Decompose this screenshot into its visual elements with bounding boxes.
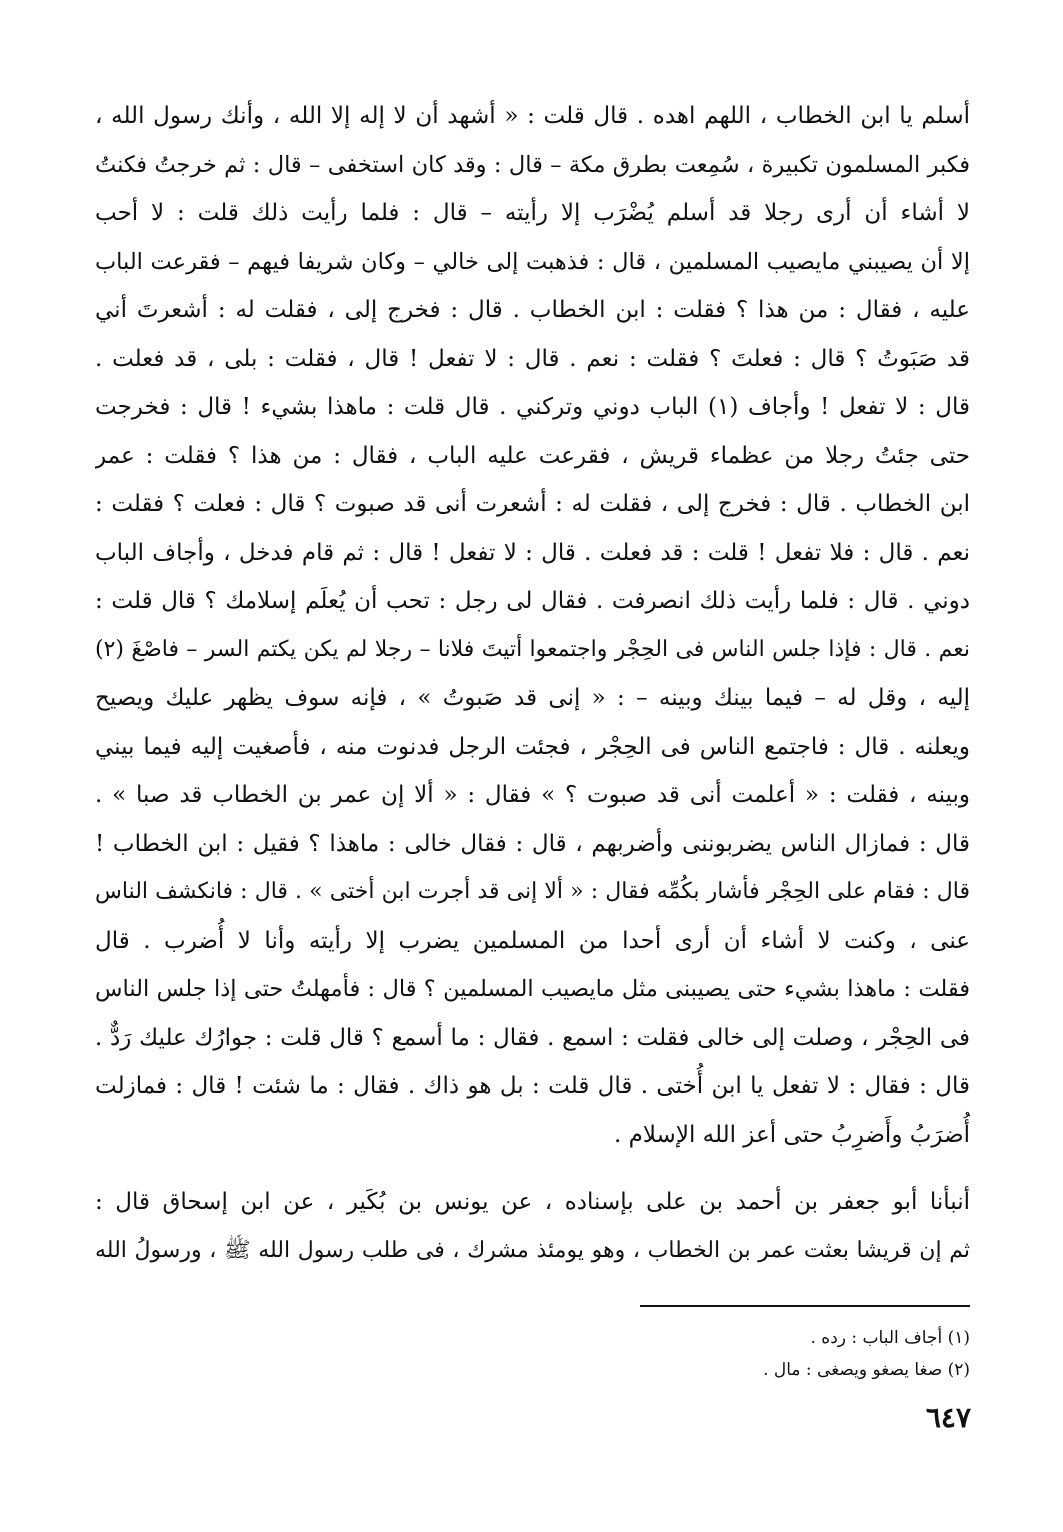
footnote: (١) أجاف الباب : رده . [810, 1328, 970, 1348]
text-line: دوني . قال : فلما رأيت ذلك انصرفت . فقال لى رجل : تحب أن يُعلَم إسلامك ؟ قال قلت : [95, 588, 970, 614]
page-number: ٦٤٧ [925, 1401, 971, 1434]
text-line: قال : فقال : لا تفعل يا ابن أُختى . قال قلت : بل هو ذاك . فقال : ما شئت ! قال : فمازلت [95, 1073, 970, 1099]
text-line: عليه ، فقال : من هذا ؟ فقلت : ابن الخطاب . قال : فخرج إلى ، فقلت له : أشعرتَ أني [95, 297, 970, 323]
text-line: عنى ، وكنت لا أشاء أن أرى أحدا من المسلمين يضرب إلا رأيته وأنا لا أُضرب . قال [95, 927, 970, 954]
text-line: أسلم يا ابن الخطاب ، اللهم اهده . قال قلت : « أشهد أن لا إله إلا الله ، وأنك رسول الله ، [95, 103, 970, 129]
text-line: فكبر المسلمون تكبيرة ، سُمِعت بطرق مكة – قال : وقد كان استخفى – قال : ثم خرجتُ فكنتُ [95, 151, 970, 178]
text-line: فى الحِجْر ، وصلت إلى خالى فقلت : اسمع . فقال : ما أسمع ؟ قال قلت : جوارُك عليك رَدٌّ . [95, 1024, 970, 1051]
text-line: إليه ، وقل له – فيما بينك وبينه – : « إنى قد صَبوتُ » ، فإنه سوف يظهر عليك ويصيح [95, 685, 970, 711]
text-line: نعم . قال : فلا تفعل ! قلت : قد فعلت . قال : لا تفعل ! قال : ثم قام فدخل ، وأجاف الباب [95, 539, 970, 566]
text-line: نعم . قال : فإذا جلس الناس فى الحِجْر واجتمعوا أتيتَ فلانا – رجلا لم يكن يكتم السر – فاصْغَ (٢) [95, 636, 970, 662]
text-line: ابن الخطاب . قال : فخرج إلى ، فقلت له : أشعرت أنى قد صبوت ؟ قال : فعلت ؟ فقلت : [95, 491, 970, 517]
text-line: إلا أن يصيبني مايصيب المسلمين ، قال : فذهبت إلى خالي – وكان شريفا فيهم – فقرعت الباب [95, 248, 970, 275]
text-line: قال : لا تفعل ! وأجاف (١) الباب دوني وتركني . قال قلت : ماهذا بشيء ! قال : فخرجت [95, 394, 970, 420]
footnote-divider [640, 1305, 970, 1307]
text-line: قد صَبَوتُ ؟ قال : فعلتَ ؟ فقلت : نعم . قال : لا تفعل ! قال ، فقلت : بلى ، قد فعلت . [95, 345, 970, 372]
text-line: ثم إن قريشا بعثت عمر بن الخطاب ، وهو يومئذ مشرك ، فى طلب رسول الله ﷺ ، ورسولُ الله [95, 1237, 970, 1263]
text-line: لا أشاء أن أرى رجلا قد أسلم يُضْرَب إلا رأيته – قال : فلما رأيت ذلك قلت : لا أحب [95, 200, 970, 226]
text-line: قال : فقام على الحِجْر فأشار بكُمِّه فقال : « ألا إنى قد أجرت ابن أختى » . قال : فانكشف الناس [95, 879, 970, 904]
text-line: ويعلنه . قال : فاجتمع الناس فى الحِجْر ، فجئت الرجل فدنوت منه ، فأصغيت إليه فيما بيني [95, 733, 970, 760]
text-line: قال : فمازال الناس يضربوننى وأضربهم ، قال : فقال خالى : ماهذا ؟ فقيل : ابن الخطاب ! [95, 830, 970, 857]
text-line: أنبأنا أبو جعفر بن أحمد بن على بإسناده ، عن يونس بن بُكَير ، عن ابن إسحاق قال : [95, 1189, 970, 1215]
text-line: أُضرَبُ وأَضرِبُ حتى أعز الله الإسلام . [613, 1121, 970, 1148]
text-line: وبينه ، فقلت : « أعلمت أنى قد صبوت ؟ » فقال : « ألا إن عمر بن الخطاب قد صبا » . [95, 782, 970, 808]
footnotes [560, 1322, 970, 1386]
second-paragraph [95, 1178, 970, 1275]
text-line: فقلت : ماهذا بشيء حتى يصيبنى مثل مايصيب المسلمين ؟ قال : فأمهلتُ حتى إذا جلس الناس [95, 976, 970, 1002]
footnote: (٢) صغا يصغو ويصغى : مال . [763, 1360, 970, 1380]
main-paragraph [95, 92, 970, 1159]
text-line: حتى جئتُ رجلا من عظماء قريش ، فقرعت عليه الباب ، فقال : من هذا ؟ فقلت : عمر [95, 442, 970, 469]
